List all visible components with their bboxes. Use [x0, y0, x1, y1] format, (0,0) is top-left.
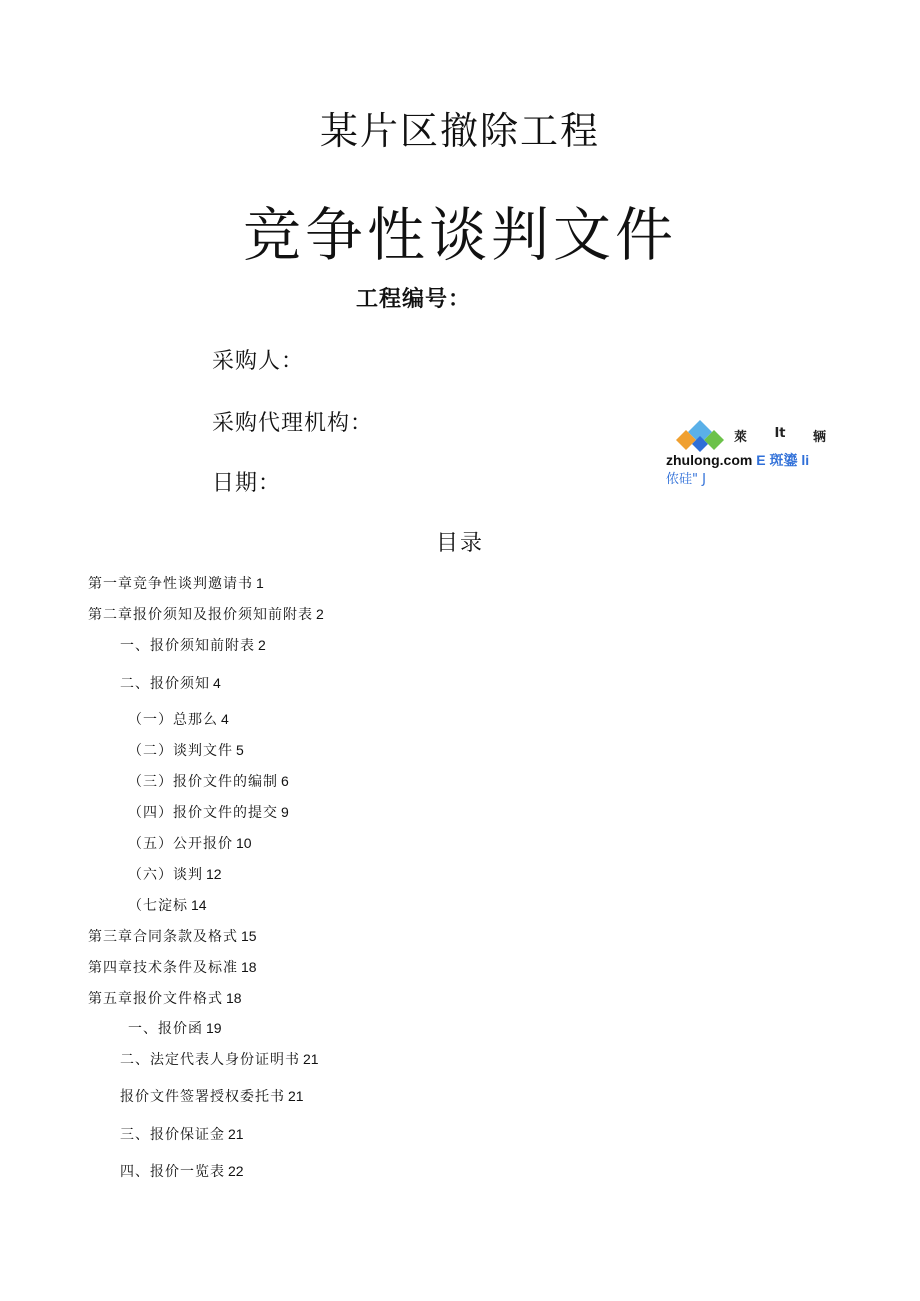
watermark-line-1: 萊 It 辆	[734, 426, 826, 445]
project-title: 某片区撤除工程	[319, 109, 600, 153]
toc-item[interactable]: （五）公开报价 10	[128, 835, 252, 852]
procurement-agency-label: 采购代理机构：	[212, 411, 374, 436]
toc-item[interactable]: 四、报价一览表 22	[120, 1163, 244, 1180]
purchaser-label: 采购人：	[212, 349, 305, 374]
toc-item[interactable]: （七淀标 14	[128, 897, 207, 914]
toc-item[interactable]: 第五章报价文件格式 18	[88, 990, 242, 1007]
toc-item[interactable]: （三）报价文件的编制 6	[128, 773, 289, 790]
toc-item[interactable]: （四）报价文件的提交 9	[128, 804, 289, 821]
toc-item[interactable]: 第四章技术条件及标准 18	[88, 959, 257, 976]
toc-heading: 目录	[435, 531, 484, 556]
date-label: 日期：	[212, 471, 282, 496]
toc-item[interactable]: 报价文件签署授权委托书 21	[120, 1088, 304, 1105]
toc-item[interactable]: 二、法定代表人身份证明书 21	[120, 1051, 319, 1068]
toc-item[interactable]: （六）谈判 12	[128, 866, 222, 883]
document-title: 竞争性谈判文件	[242, 201, 677, 269]
toc-item[interactable]: 第一章竞争性谈判邀请书 1	[88, 575, 264, 592]
toc-item[interactable]: （一）总那么 4	[128, 711, 229, 728]
toc-item[interactable]: 第三章合同条款及格式 15	[88, 928, 257, 945]
zhulong-watermark	[664, 418, 834, 488]
toc-item[interactable]: 一、报价须知前附表 2	[120, 637, 266, 654]
toc-item[interactable]: （二）谈判文件 5	[128, 742, 244, 759]
toc-item[interactable]: 三、报价保证金 21	[120, 1126, 244, 1143]
project-number-label: 工程编号：	[356, 286, 472, 312]
watermark-line-2: zhulong.com E 斑鎏 li	[666, 452, 810, 468]
toc-item[interactable]: 第二章报价须知及报价须知前附表 2	[88, 606, 324, 623]
watermark-line-3: 侬硅" J	[666, 472, 706, 487]
toc-item[interactable]: 一、报价函 19	[128, 1020, 222, 1037]
toc-item[interactable]: 二、报价须知 4	[120, 675, 221, 692]
